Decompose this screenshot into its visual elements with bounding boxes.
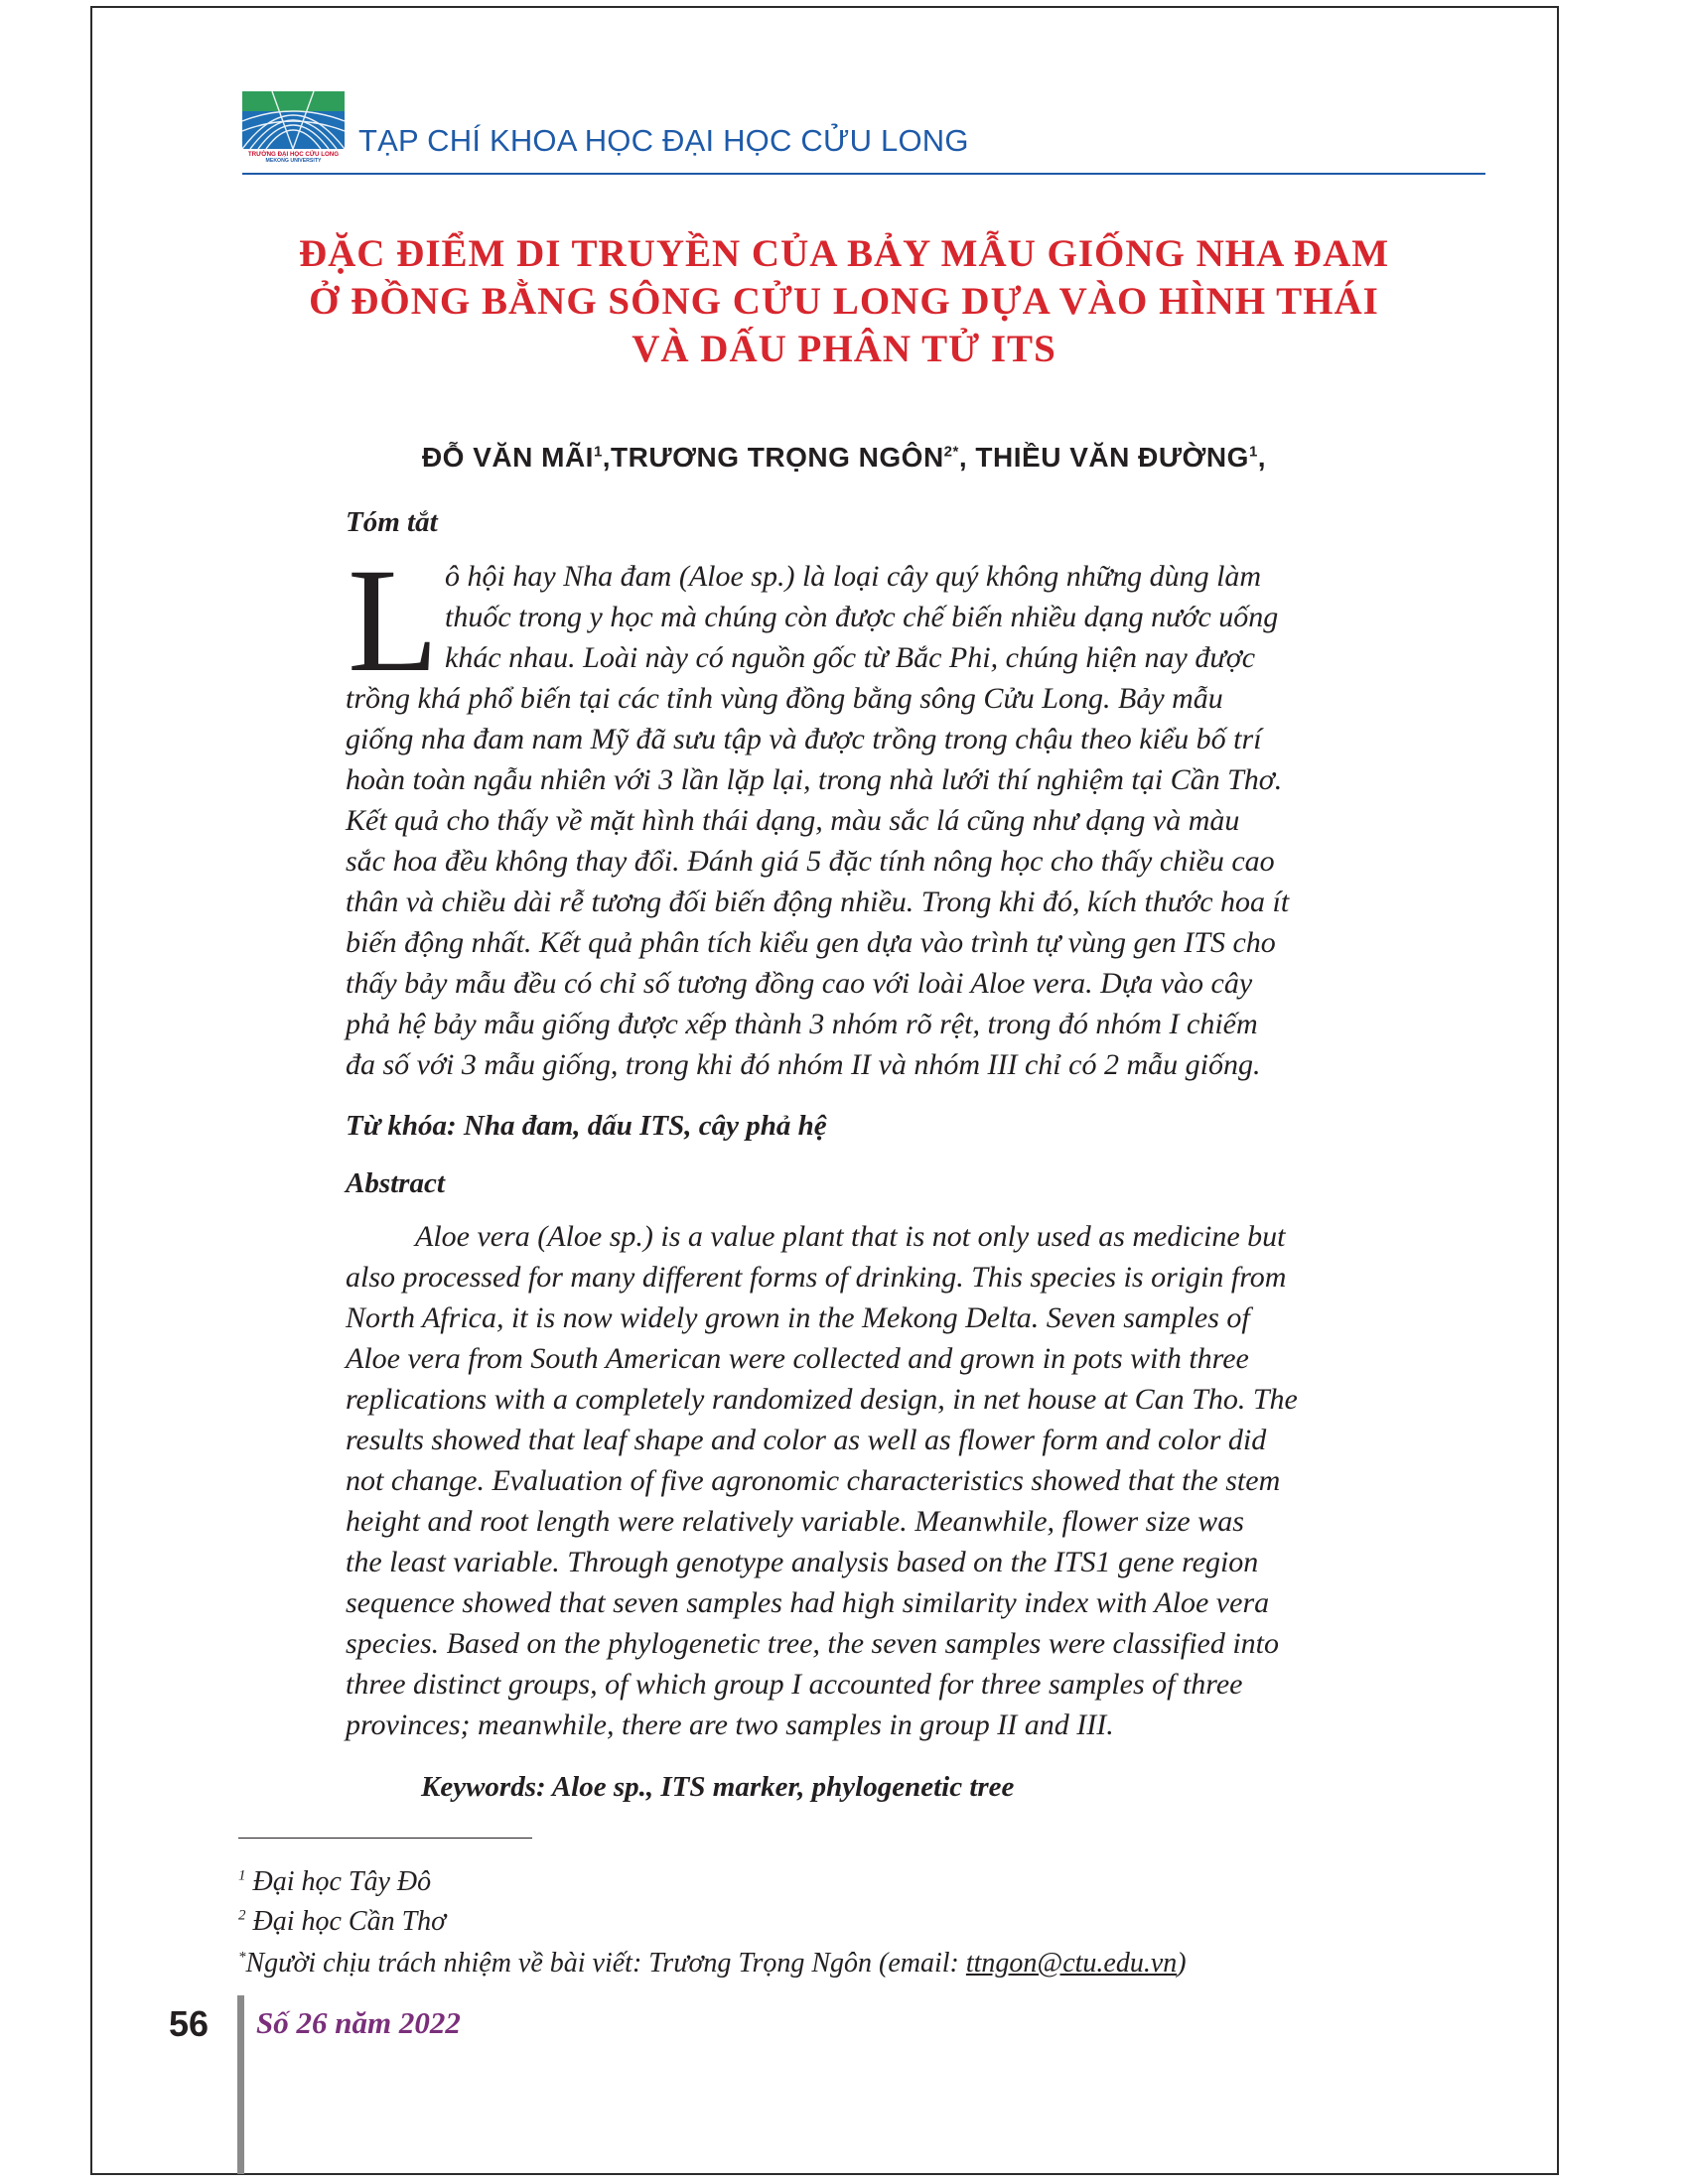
- abstract-line: the least variable. Through genotype analysis based on the ITS1 gene region: [346, 1546, 1259, 1578]
- svg-text:MEKONG UNIVERSITY: MEKONG UNIVERSITY: [265, 158, 322, 163]
- summary-line: thuốc trong y học mà chúng còn được chế biến nhiều dạng nước uống: [445, 601, 1279, 633]
- abstract-line: three distinct groups, of which group I accounted for three samples of three: [346, 1668, 1243, 1701]
- abstract-line: provinces; meanwhile, there are two samples in group II and III.: [346, 1708, 1114, 1741]
- footnote-mark: *: [238, 1949, 246, 1966]
- abstract-line: replications with a completely randomized design, in net house at Can Tho. The: [346, 1383, 1298, 1416]
- issue-label: Số 26 năm 2022: [256, 2005, 461, 2040]
- drop-cap: L: [348, 538, 439, 703]
- keywords-vi: Từ khóa: Nha đam, dấu ITS, cây phả hệ: [346, 1110, 827, 1142]
- footnote-text: Đại học Tây Đô: [245, 1866, 432, 1897]
- footnote-affiliation-1: [238, 1866, 431, 1898]
- email-link[interactable]: ttngon@ctu.edu.vn: [965, 1948, 1178, 1979]
- summary-line: ô hội hay Nha đam (Aloe sp.) là loại cây quý không những dùng làm: [445, 560, 1262, 593]
- affiliation-mark: 1: [593, 443, 603, 461]
- abstract-line: Aloe vera from South American were collected and grown in pots with three: [346, 1342, 1249, 1375]
- author-name: ĐỖ VĂN MÃI: [421, 442, 594, 473]
- abstract-heading: Abstract: [346, 1167, 445, 1199]
- summary-line: giống nha đam nam Mỹ đã sưu tập và được trồng trong chậu theo kiểu bố trí: [346, 723, 1262, 755]
- summary-heading: Tóm tắt: [346, 506, 438, 538]
- journal-name: TẠP CHÍ KHOA HỌC ĐẠI HỌC CỬU LONG: [358, 123, 969, 158]
- abstract-body: [346, 1216, 1378, 1745]
- footnote-text: ): [1177, 1948, 1187, 1979]
- summary-line: biến động nhất. Kết quả phân tích kiểu gen dựa vào trình tự vùng gen ITS cho: [346, 926, 1276, 959]
- affiliation-mark: 1: [1248, 443, 1258, 461]
- keywords-en: Keywords: Aloe sp., ITS marker, phylogenetic tree: [421, 1771, 1015, 1803]
- affiliation-mark: 2*: [943, 443, 959, 461]
- footer-divider: [237, 1995, 244, 2174]
- summary-line: đa số với 3 mẫu giống, trong khi đó nhóm II và nhóm III chỉ có 2 mẫu giống.: [346, 1048, 1261, 1081]
- abstract-line: height and root length were relatively variable. Meanwhile, flower size was: [346, 1505, 1244, 1538]
- footnote-affiliation-2: [238, 1906, 446, 1938]
- footnote-text: Đại học Cần Thơ: [245, 1906, 447, 1937]
- author-list: [248, 442, 1440, 474]
- article-title: [248, 230, 1440, 373]
- svg-text:TRƯỜNG ĐẠI HỌC CỬU LONG: TRƯỜNG ĐẠI HỌC CỬU LONG: [247, 151, 340, 158]
- footnote-mark: 2: [238, 1907, 246, 1924]
- summary-line: Kết quả cho thấy về mặt hình thái dạng, màu sắc lá cũng như dạng và màu: [346, 804, 1240, 837]
- page-number: 56: [169, 2003, 210, 2044]
- summary-line: thấy bảy mẫu đều có chỉ số tương đồng cao với loài Aloe vera. Dựa vào cây: [346, 967, 1253, 1000]
- summary-line: phả hệ bảy mẫu giống được xếp thành 3 nhóm rõ rệt, trong đó nhóm I chiếm: [346, 1008, 1258, 1040]
- abstract-line: results showed that leaf shape and color as well as flower form and color did: [346, 1424, 1267, 1456]
- abstract-line: Aloe vera (Aloe sp.) is a value plant that is not only used as medicine but: [415, 1220, 1286, 1253]
- abstract-line: not change. Evaluation of five agronomic characteristics showed that the stem: [346, 1464, 1281, 1497]
- footnote-corresponding: [238, 1948, 1187, 1979]
- title-line: ĐẶC ĐIỂM DI TRUYỀN CỦA BẢY MẪU GIỐNG NHA ĐAM: [298, 232, 1390, 275]
- summary-line: trồng khá phổ biến tại các tỉnh vùng đồng bằng sông Cửu Long. Bảy mẫu: [346, 682, 1223, 715]
- summary-line: thân và chiều dài rễ tương đối biến động nhiều. Trong khi đó, kích thước hoa ít: [346, 886, 1290, 918]
- summary-body: [346, 538, 1378, 1085]
- title-line: Ở ĐỒNG BẰNG SÔNG CỬU LONG DỰA VÀO HÌNH THÁI: [309, 280, 1379, 323]
- author-name: ,TRƯƠNG TRỌNG NGÔN: [602, 442, 944, 473]
- header-rule: [242, 173, 1485, 175]
- abstract-line: species. Based on the phylogenetic tree, the seven samples were classified into: [346, 1627, 1280, 1660]
- footnote-mark: 1: [238, 1867, 246, 1884]
- summary-line: sắc hoa đều không thay đổi. Đánh giá 5 đặc tính nông học cho thấy chiều cao: [346, 845, 1275, 878]
- university-logo: [242, 91, 345, 163]
- footnote-text: Người chịu trách nhiệm về bài viết: Trương Trọng Ngôn (email:: [245, 1948, 966, 1979]
- abstract-line: sequence showed that seven samples had high similarity index with Aloe vera: [346, 1586, 1270, 1619]
- author-trailing: ,: [1257, 442, 1267, 473]
- summary-line: khác nhau. Loài này có nguồn gốc từ Bắc Phi, chúng hiện nay được: [445, 641, 1256, 674]
- author-name: , THIỀU VĂN ĐƯỜNG: [958, 442, 1249, 473]
- abstract-line: North Africa, it is now widely grown in the Mekong Delta. Seven samples of: [346, 1301, 1250, 1334]
- footnote-rule: [238, 1838, 532, 1839]
- title-line: VÀ DẤU PHÂN TỬ ITS: [632, 328, 1056, 370]
- abstract-line: also processed for many different forms of drinking. This species is origin from: [346, 1261, 1287, 1294]
- summary-line: hoàn toàn ngẫu nhiên với 3 lần lặp lại, trong nhà lưới thí nghiệm tại Cần Thơ.: [346, 763, 1283, 796]
